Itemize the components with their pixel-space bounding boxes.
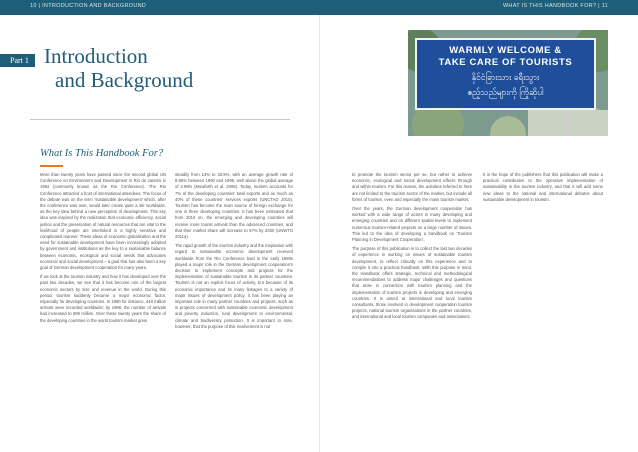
part-tag: Part 1	[0, 54, 35, 67]
paragraph: The purpose of this publication is to collect the last two decades of experience in working on issues of sustainable tourism development, to reflect critically on this experience and to compile it into a practical handbook. With this purpose in mind, the Handbook offers strategic, technical and methodological recommendations to address major challenges and questions that arise in connection with tourism planning and the implementation of tourism projects in developing and emerging countries. It is aimed at international and local tourism consultants, those involved in development cooperation tourism projects, national tourism organisations in the partner countries, and international and local tourism companies and associations.	[352, 246, 472, 320]
chapter-title	[44, 44, 193, 92]
heading-accent-bar	[40, 165, 63, 167]
paragraph: More than twenty years have passed since the second global UN Conference on Environment and Development in Rio de Janeiro in 1992 (commonly known as the Rio Conference). The Rio Conference attracted a host of international attendees. The focus of the debate was on the term 'sustainable development' which, after the conference was over, would later create quite a stir worldwide, as the key idea behind a new perception of development. This key idea was inspired by the realization that economic efficiency, social justice and the preservation of natural resources that are vital to the livelihood of people are interlinked in a highly sensitive and complicated manner. These ideas of economic globalization and the need for sustainable development have been increasingly adopted by government and institutions as the key to a sustainable balance between economic, ecological and social needs that advocates economic and social development – a goal that has also been a key goal of German development cooperation for many years.	[40, 172, 166, 271]
sign-pole	[566, 110, 570, 136]
sign-line-2: TAKE CARE OF TOURISTS	[438, 57, 573, 68]
text-column-1	[40, 172, 166, 327]
chapter-title-line1: Introduction	[44, 44, 148, 68]
header-right-text: WHAT IS THIS HANDBOOK FOR? | 11	[502, 3, 608, 9]
section-heading: What Is This Handbook For?	[40, 148, 164, 159]
text-column-4	[483, 172, 603, 206]
sign-line-1: WARMLY WELCOME &	[449, 45, 562, 56]
paragraph: If we look at the tourism industry and how it has developed over the past two decades, we see that it has become one of the largest economic sectors by size and revenue in the world. During this period, tourism suddenly became a major economic factor, especially for developing countries. In 1990 for instance, 440 million arrivals were recorded worldwide; by 1998, the number of arrivals had increased to 699 million. Over these twenty years the share of the developing countries in the world tourism market grew	[40, 274, 166, 323]
paragraph: steadily from 13% to 33.9%, with an average growth rate of 8.86% between 1990 and 1998, well above the global average of 3.99% (Mowforth et al. 2008). Today, tourism accounts for 7% of the developing countries' total exports and as much as 40% of these countries' services exports (UNCTAD 2010). Tourism has become the main source of foreign exchange for one in three developing countries. It has been estimated that from 2010 on, the emerging and developing countries will receive more tourist arrivals than the advanced countries, and that their market share will increase to 57% by 2030 (UNWTO 2011a).	[175, 172, 293, 240]
welcome-sign	[415, 38, 596, 110]
header-left-text: 10 | INTRODUCTION AND BACKGROUND	[30, 3, 147, 9]
paragraph: The rapid growth of the tourism industry and the inspiration with regard to sustainable economic development received worldwide from the Rio Conference lead in the early 1990s played a major role in the German development cooperation's decision to implement concepts and projects for the implementation of sustainable tourism in its partner countries. Tourism is not an explicit focus of activity, but because of its economic importance and its many linkages to a variety of major issues of development policy, it has been playing an important role in many partner countries and projects, such as in projects concerned with sustainable economic development and poverty reduction, rural development or environmental, climate and biodiversity protection. It is important to note, however, that the purpose of this involvement is not	[175, 243, 293, 329]
paragraph: to promote the tourism sector per se, but rather to achieve economic, ecological and social development effects through and within tourism. For this reason, the activities referred to here are not limited to the tourism sector of the market, but include all forms of tourism, even and especially the mass tourism market.	[352, 172, 472, 202]
sign-line-3: နိုင်ငံခြားသား ခရီးသွား	[471, 72, 540, 82]
paragraph: Over the years, the German development cooperation has worked with a wide range of actors in many developing and emerging countries and on different spatial levels to implement numerous tourism-related projects on a large number of issues. This led to the idea of developing a handbook on 'Tourism Planning in Development Cooperation'.	[352, 206, 472, 243]
section-rule	[30, 119, 290, 120]
text-column-3	[352, 172, 472, 324]
text-column-2	[175, 172, 293, 333]
page-divider	[319, 15, 320, 452]
header-bar	[0, 0, 638, 15]
paragraph: It is the hope of the publishers that this publication will make a practical contribution to the operative implementation of sustainability in the tourism industry, and that it will add some new ideas to the national and international debates about sustainable development in tourism.	[483, 172, 603, 202]
chapter-title-line2: and Background	[55, 68, 194, 92]
sign-line-4: ဧည့်သည်များကို ကြိုဆိုပါ	[467, 87, 544, 97]
